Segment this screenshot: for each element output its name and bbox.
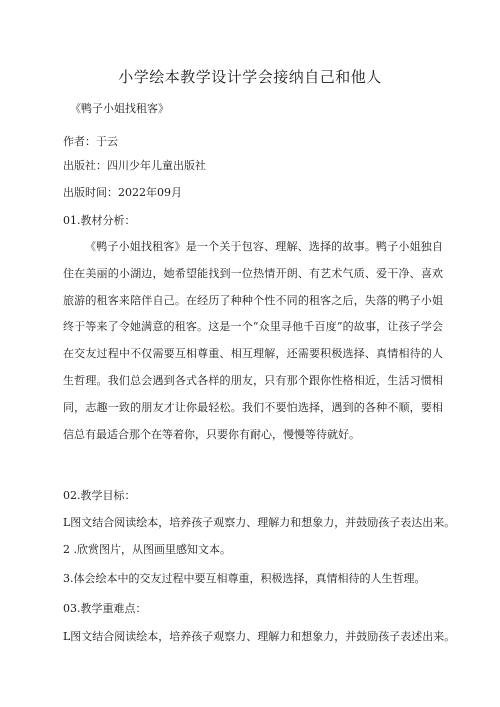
key-point-item-1: L图文结合阅读绘本，培养孩子观察力、理解力和想象力，并鼓励孩子表述出来。 (63, 630, 456, 643)
analysis-paragraph: 《鸭子小姐找租客》是一个关于包容、理解、选择的故事。鸭子小姐独自住在美丽的小湖边，她希望能找到一位热情开朗、有艺术气质、爱干净、喜欢旅游的租客来陪伴自己。在经历了种种个性不同的租客之后，失落的鸭子小姐终于等来了令她满意的租客。这是一个“众里寻他千百度”的故事，让孩子学会在交友过程中不仅需要互相尊重、相互理解，还需要积极选择、真情相待的人生哲理。我们总会遇到各式各样的朋友，只有那个跟你性格相近，生活习惯相同，志趣一致的朋友才让你最轻松。我们不要怕选择，遇到的各种不顺，要相信总有最适合那个在等着你，只要你有耐心，慢慢等待就好。 (63, 240, 443, 441)
section-heading-key-points: 03.教学重难点： (63, 602, 147, 615)
book-name: 《鸭子小姐找租客》 (70, 102, 169, 115)
goal-item-1: L图文结合阅读绘本，培养孩子观察力、理解力和想象力，并鼓励孩子表达出来。 (63, 516, 456, 529)
goal-item-2: 2 .欣赏图片，从图画里感知文本。 (63, 543, 231, 556)
document-title: 小学绘本教学设计学会接纳自己和他人 (118, 68, 382, 86)
author-line: 作者：于云 (63, 135, 118, 148)
section-heading-goals: 02.教学目标： (63, 489, 136, 502)
publish-date-line: 出版时间：2022年09月 (63, 186, 182, 199)
publisher-line: 出版社：四川少年儿童出版社 (63, 159, 206, 172)
section-heading-analysis: 01.教材分析： (63, 214, 136, 227)
goal-item-3: 3.体会绘本中的交友过程中要互相尊重，积极选择，真情相待的人生哲理。 (63, 572, 426, 585)
